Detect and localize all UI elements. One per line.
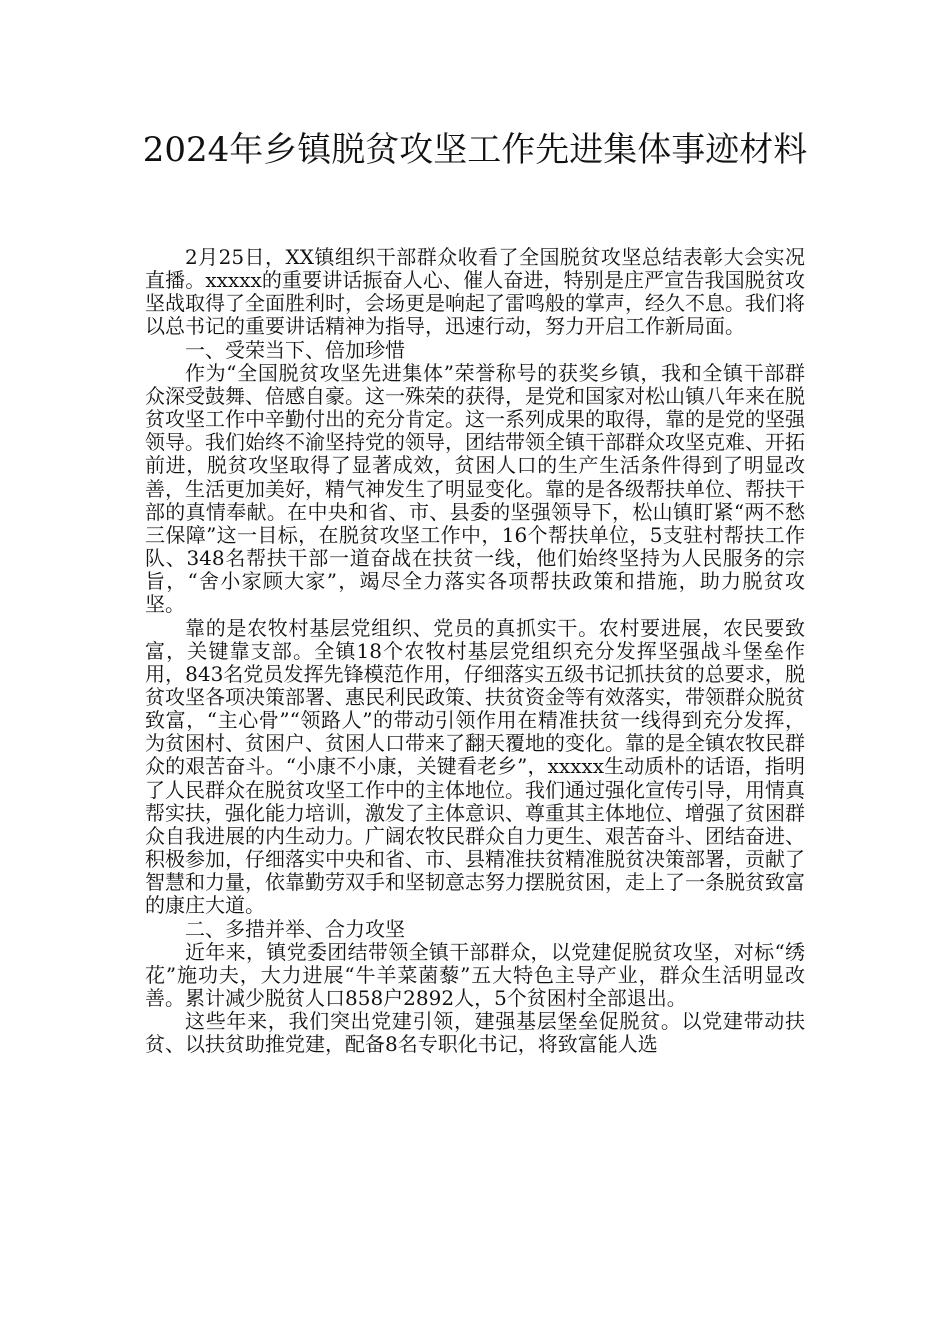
document-body: [145, 246, 805, 1056]
paragraph-intro: 2月25日，XX镇组织干部群众收看了全国脱贫攻坚总结表彰大会实况直播。xxxxx的重要讲话振奋人心、催人奋进，特别是庄严宣告我国脱贫攻坚战取得了全面胜利时，会场更是响起了雷鸣般的掌声，经久不息。我们将以总书记的重要讲话精神为指导，迅速行动，努力开启工作新局面。: [145, 245, 805, 339]
paragraph-party-building: 这些年来，我们突出党建引领，建强基层堡垒促脱贫。以党建带动扶贫、以扶贫助推党建，配备8名专职化书记，将致富能人选: [145, 1009, 805, 1057]
section-heading-1: 一、受荣当下、倍加珍惜: [185, 337, 405, 362]
paragraph-honor: 作为“全国脱贫攻坚先进集体”荣誉称号的获奖乡镇，我和全镇干部群众深受鼓舞、倍感自豪。这一殊荣的获得，是党和国家对松山镇八年来在脱贫攻坚工作中辛勤付出的充分肯定。这一系列成果的取得，靠的是党的坚强领导。我们始终不渝坚持党的领导，团结带领全镇干部群众攻坚克难、开拓前进，脱贫攻坚取得了显著成效，贫困人口的生产生活条件得到了明显改善，生活更加美好，精气神发生了明显变化。靠的是各级帮扶单位、帮扶干部的真情奉献。在中央和省、市、县委的坚强领导下，松山镇盯紧“两不愁三保障”这一目标，在脱贫攻坚工作中，16个帮扶单位，5支驻村帮扶工作队、348名帮扶干部一道奋战在扶贫一线，他们始终坚持为人民服务的宗旨，“舍小家顾大家”，竭尽全力落实各项帮扶政策和措施，助力脱贫攻坚。: [145, 360, 805, 617]
paragraph-recent-years: 近年来，镇党委团结带领全镇干部群众，以党建促脱贫攻坚，对标“绣花”施功夫，大力进展“牛羊菜菌藜”五大特色主导产业，群众生活明显改善。累计减少脱贫人口858户2892人，5个贫困村全部退出。: [145, 939, 805, 1010]
section-heading-2: 二、多措并举、合力攻坚: [185, 916, 405, 941]
paragraph-grassroots: 靠的是农牧村基层党组织、党员的真抓实干。农村要进展，农民要致富，关键靠支部。全镇18个农牧村基层党组织充分发挥坚强战斗堡垒作用，843名党员发挥先锋模范作用，仔细落实五级书记抓扶贫的总要求，脱贫攻坚各项决策部署、惠民利民政策、扶贫资金等有效落实，带领群众脱贫致富，“主心骨”“领路人”的带动引领作用在精准扶贫一线得到充分发挥，为贫困村、贫困户、贫困人口带来了翻天覆地的变化。靠的是全镇农牧民群众的艰苦奋斗。“小康不小康，关键看老乡”，xxxxx生动质朴的话语，指明了人民群众在脱贫攻坚工作中的主体地位。我们通过强化宣传引导，用情真帮实扶，强化能力培训，激发了主体意识、尊重其主体地位、增强了贫困群众自我进展的内生动力。广阔农牧民群众自力更生、艰苦奋斗、团结奋进、积极参加，仔细落实中央和省、市、县精准扶贫精准脱贫决策部署，贡献了智慧和力量，依靠勤劳双手和坚韧意志努力摆脱贫困，走上了一条脱贫致富的康庄大道。: [145, 615, 805, 918]
document-title: 2024年乡镇脱贫攻坚工作先进集体事迹材料: [142, 130, 808, 170]
